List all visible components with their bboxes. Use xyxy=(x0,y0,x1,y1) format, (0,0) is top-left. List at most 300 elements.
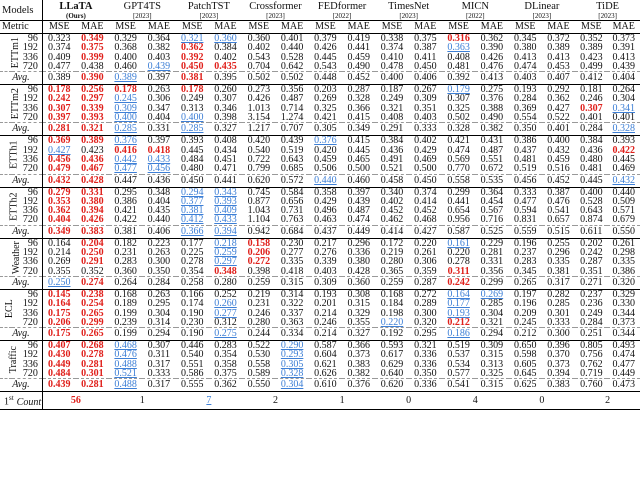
first-count-label xyxy=(0,392,42,409)
model-ref: [2022] xyxy=(465,12,485,20)
avg-value-cell: 0.450 xyxy=(176,174,209,187)
dataset-name: ETTh1 xyxy=(8,140,20,170)
value-cell: 0.380 xyxy=(347,256,370,268)
value-cell: 0.223 xyxy=(142,238,175,248)
value-cell: 0.178 xyxy=(176,85,209,95)
value-cell: 0.220 xyxy=(409,238,442,248)
value-cell: 0.355 xyxy=(42,267,75,277)
value-cell: 0.250 xyxy=(81,247,104,259)
value-cell: 0.543 xyxy=(314,60,337,72)
value-cell: 0.260 xyxy=(209,85,242,95)
avg-value-cell: 0.445 xyxy=(575,174,607,187)
value-cell: 0.246 xyxy=(580,93,603,105)
value-cell: 0.193 xyxy=(447,307,470,319)
value-cell: 0.348 xyxy=(142,187,175,197)
avg-value-cell: 0.439 xyxy=(42,379,75,392)
count-sup: st xyxy=(9,394,14,403)
value-cell: 0.617 xyxy=(380,349,404,361)
avg-value-cell: 0.333 xyxy=(409,123,442,136)
avg-value-cell: 0.383 xyxy=(542,379,575,392)
value-cell: 0.368 xyxy=(114,42,137,54)
value-cell: 0.276 xyxy=(314,247,337,259)
value-cell: 0.379 xyxy=(309,34,342,44)
value-cell: 0.488 xyxy=(114,358,137,370)
value-cell: 0.604 xyxy=(314,349,337,361)
avg-value-cell: 0.327 xyxy=(209,123,242,136)
value-cell: 0.345 xyxy=(513,265,537,277)
avg-value-cell: 0.460 xyxy=(342,174,375,187)
value-cell: 0.231 xyxy=(247,298,271,310)
value-cell: 0.388 xyxy=(480,102,504,114)
value-cell: 0.408 xyxy=(209,136,242,146)
metric-mae: MAE xyxy=(275,21,308,34)
value-cell: 0.295 xyxy=(147,298,171,310)
avg-value-cell: 0.328 xyxy=(442,123,475,136)
value-cell: 0.481 xyxy=(513,153,537,165)
value-cell: 0.805 xyxy=(575,341,607,351)
value-cell: 0.763 xyxy=(280,214,304,226)
value-cell: 0.350 xyxy=(414,368,437,380)
avg-value-cell: 0.259 xyxy=(242,276,275,289)
value-cell: 0.377 xyxy=(180,195,204,207)
value-cell: 0.502 xyxy=(447,112,470,124)
value-cell: 0.756 xyxy=(580,349,603,361)
value-cell: 0.245 xyxy=(114,93,137,105)
dataset-label xyxy=(0,85,21,123)
value-cell: 0.384 xyxy=(375,136,408,146)
avg-value-cell: 0.572 xyxy=(275,174,308,187)
horizon: 96 xyxy=(12,187,42,197)
value-cell: 0.272 xyxy=(247,256,271,268)
value-cell: 0.269 xyxy=(314,93,337,105)
avg-value-cell: 0.550 xyxy=(242,379,275,392)
value-cell: 0.409 xyxy=(214,205,237,217)
value-cell: 0.584 xyxy=(275,187,308,197)
table-row xyxy=(0,267,640,277)
value-cell: 0.181 xyxy=(575,85,607,95)
value-cell: 0.325 xyxy=(480,368,504,380)
avg-value-cell: 0.394 xyxy=(209,225,242,238)
value-cell: 0.354 xyxy=(214,349,237,361)
horizon: 96 xyxy=(12,289,42,299)
value-cell: 0.261 xyxy=(414,247,437,259)
value-cell: 0.161 xyxy=(442,238,475,248)
value-cell: 0.214 xyxy=(42,248,75,257)
value-cell: 0.704 xyxy=(247,60,271,72)
value-cell: 0.198 xyxy=(380,307,404,319)
value-cell: 0.452 xyxy=(380,205,404,217)
avg-value-cell: 0.334 xyxy=(275,328,308,341)
value-cell: 0.537 xyxy=(447,349,470,361)
value-cell: 0.445 xyxy=(314,51,337,63)
value-cell: 0.380 xyxy=(513,42,537,54)
value-cell: 0.397 xyxy=(342,187,375,197)
value-cell: 0.445 xyxy=(347,144,370,156)
value-cell: 0.551 xyxy=(480,153,504,165)
value-cell: 0.301 xyxy=(81,368,104,380)
value-cell: 0.343 xyxy=(209,187,242,197)
value-cell: 0.278 xyxy=(81,349,104,361)
value-cell: 0.375 xyxy=(214,368,237,380)
header-metric-row xyxy=(0,21,640,34)
avg-label: Avg. xyxy=(0,123,42,136)
value-cell: 0.354 xyxy=(180,265,204,277)
avg-value-cell: 0.281 xyxy=(76,379,109,392)
value-cell: 0.714 xyxy=(280,102,304,114)
value-cell: 0.261 xyxy=(607,238,640,248)
value-cell: 0.450 xyxy=(414,60,437,72)
value-cell: 0.400 xyxy=(542,136,575,146)
avg-value-cell: 0.413 xyxy=(475,72,508,85)
value-cell: 0.283 xyxy=(209,341,242,351)
value-cell: 0.459 xyxy=(314,153,337,165)
avg-value-cell: 0.321 xyxy=(76,123,109,136)
value-cell: 0.722 xyxy=(247,153,271,165)
dataset-label xyxy=(0,187,20,225)
horizon: 336 xyxy=(22,307,38,319)
value-cell: 0.168 xyxy=(109,289,142,299)
value-cell: 0.260 xyxy=(214,298,237,310)
value-cell: 0.364 xyxy=(142,34,175,44)
value-cell: 0.375 xyxy=(409,34,442,44)
avg-value-cell: 0.295 xyxy=(409,328,442,341)
value-cell: 0.285 xyxy=(547,298,570,310)
avg-value-cell: 0.381 xyxy=(176,72,209,85)
model-ref: [2023] xyxy=(399,12,418,20)
value-cell: 0.291 xyxy=(81,256,104,268)
dataset-name: ETTm1 xyxy=(9,37,21,69)
metric-mse: MSE xyxy=(42,21,75,34)
value-cell: 0.506 xyxy=(314,163,337,175)
avg-value-cell: 0.488 xyxy=(109,379,142,392)
value-cell: 0.410 xyxy=(380,51,404,63)
value-cell: 0.321 xyxy=(480,316,504,328)
value-cell: 0.331 xyxy=(480,256,504,268)
value-cell: 0.474 xyxy=(513,60,537,72)
value-cell: 0.295 xyxy=(109,187,142,197)
value-cell: 0.629 xyxy=(380,358,404,370)
first-count-value: 2 xyxy=(242,392,309,409)
value-cell: 0.256 xyxy=(76,85,109,95)
value-cell: 0.394 xyxy=(547,368,570,380)
avg-value-cell: 0.502 xyxy=(242,72,275,85)
avg-value-cell: 0.382 xyxy=(475,123,508,136)
value-cell: 0.382 xyxy=(147,42,171,54)
value-cell: 0.320 xyxy=(414,316,437,328)
value-cell: 0.481 xyxy=(580,163,603,175)
value-cell: 0.516 xyxy=(547,163,570,175)
metric-label: Metric xyxy=(0,21,42,34)
value-cell: 0.404 xyxy=(147,112,171,124)
avg-value-cell: 0.502 xyxy=(275,72,308,85)
avg-value-cell: 0.620 xyxy=(242,174,275,187)
value-cell: 0.339 xyxy=(81,102,104,114)
avg-value-cell: 0.559 xyxy=(509,225,542,238)
avg-value-cell: 0.555 xyxy=(176,379,209,392)
avg-value-cell: 0.291 xyxy=(375,123,408,136)
value-cell: 0.877 xyxy=(247,195,271,207)
avg-label: Avg. xyxy=(0,276,42,289)
value-cell: 0.360 xyxy=(209,34,242,44)
value-cell: 0.551 xyxy=(180,358,204,370)
model-header xyxy=(242,0,309,21)
value-cell: 0.372 xyxy=(542,34,575,44)
avg-value-cell: 0.389 xyxy=(109,72,142,85)
value-cell: 0.196 xyxy=(509,238,542,248)
value-cell: 0.164 xyxy=(42,299,75,308)
value-cell: 0.626 xyxy=(314,368,337,380)
value-cell: 0.456 xyxy=(42,155,75,164)
model-ref: [2023] xyxy=(266,12,285,20)
value-cell: 0.351 xyxy=(580,265,603,277)
value-cell: 0.300 xyxy=(147,256,171,268)
value-cell: 0.393 xyxy=(214,195,237,207)
value-cell: 0.362 xyxy=(475,34,508,44)
value-cell: 0.366 xyxy=(347,102,370,114)
avg-value-cell: 0.515 xyxy=(542,225,575,238)
value-cell: 0.389 xyxy=(580,42,603,54)
value-cell: 0.337 xyxy=(280,307,304,319)
value-cell: 0.384 xyxy=(214,42,237,54)
value-cell: 0.426 xyxy=(81,214,104,226)
table-row xyxy=(0,215,640,225)
value-cell: 0.283 xyxy=(513,256,537,268)
value-cell: 0.449 xyxy=(42,360,75,369)
avg-value-cell: 0.942 xyxy=(242,225,275,238)
avg-value-cell: 0.403 xyxy=(509,72,542,85)
horizon: 720 xyxy=(22,368,38,380)
value-cell: 0.541 xyxy=(547,205,570,217)
value-cell: 0.355 xyxy=(347,316,370,328)
value-cell: 0.441 xyxy=(347,42,370,54)
value-cell: 0.440 xyxy=(280,42,304,54)
avg-value-cell: 0.535 xyxy=(475,174,508,187)
value-cell: 0.390 xyxy=(480,42,504,54)
value-cell: 0.272 xyxy=(409,289,442,299)
horizon: 336 xyxy=(22,205,38,217)
value-cell: 0.311 xyxy=(447,265,470,277)
metric-mae: MAE xyxy=(142,21,175,34)
value-cell: 0.432 xyxy=(547,144,570,156)
value-cell: 0.190 xyxy=(180,307,204,319)
horizon: 192 xyxy=(22,349,38,361)
model-header xyxy=(42,0,109,21)
avg-value-cell: 0.259 xyxy=(375,276,408,289)
value-cell: 0.362 xyxy=(180,42,204,54)
avg-value-cell: 0.392 xyxy=(442,72,475,85)
avg-value-cell: 0.327 xyxy=(342,328,375,341)
value-cell: 0.294 xyxy=(176,187,209,197)
value-cell: 0.382 xyxy=(347,368,370,380)
avg-value-cell: 0.360 xyxy=(342,276,375,289)
value-cell: 0.329 xyxy=(347,307,370,319)
value-cell: 0.439 xyxy=(275,136,308,146)
value-cell: 0.145 xyxy=(42,289,75,299)
value-cell: 0.375 xyxy=(81,42,104,54)
value-cell: 0.438 xyxy=(81,60,104,72)
avg-value-cell: 0.280 xyxy=(209,276,242,289)
value-cell: 0.358 xyxy=(214,358,237,370)
value-cell: 0.236 xyxy=(580,298,603,310)
value-cell: 0.348 xyxy=(214,265,237,277)
value-cell: 0.352 xyxy=(575,34,607,44)
avg-value-cell: 0.336 xyxy=(409,379,442,392)
models-label: Models xyxy=(2,5,34,16)
value-cell: 0.290 xyxy=(275,341,308,351)
value-cell: 0.376 xyxy=(109,136,142,146)
value-cell: 0.363 xyxy=(280,316,304,328)
value-cell: 0.300 xyxy=(414,307,437,319)
value-cell: 0.487 xyxy=(347,205,370,217)
value-cell: 0.421 xyxy=(314,112,337,124)
value-cell: 0.296 xyxy=(342,238,375,248)
avg-value-cell: 0.299 xyxy=(475,276,508,289)
value-cell: 0.179 xyxy=(442,85,475,95)
value-cell: 0.158 xyxy=(242,238,275,248)
value-cell: 0.569 xyxy=(447,153,470,165)
value-cell: 0.393 xyxy=(176,136,209,146)
value-cell: 0.543 xyxy=(247,51,271,63)
value-cell: 0.469 xyxy=(414,153,437,165)
value-cell: 0.452 xyxy=(414,205,437,217)
value-cell: 0.346 xyxy=(214,102,237,114)
value-cell: 0.339 xyxy=(314,256,337,268)
avg-value-cell: 0.285 xyxy=(176,123,209,136)
value-cell: 0.356 xyxy=(480,265,504,277)
value-cell: 1.013 xyxy=(247,102,271,114)
value-cell: 0.280 xyxy=(247,316,271,328)
value-cell: 0.528 xyxy=(580,195,603,207)
value-cell: 0.293 xyxy=(280,349,304,361)
metric-mse: MSE xyxy=(575,21,607,34)
value-cell: 0.393 xyxy=(81,112,104,124)
horizon: 336 xyxy=(22,358,38,370)
value-cell: 0.414 xyxy=(414,195,437,207)
value-cell: 0.304 xyxy=(612,93,635,105)
value-cell: 0.305 xyxy=(280,358,304,370)
value-cell: 0.168 xyxy=(375,289,408,299)
avg-value-cell: 0.381 xyxy=(109,225,142,238)
avg-value-cell: 0.541 xyxy=(442,379,475,392)
value-cell: 0.166 xyxy=(176,289,209,299)
count-word: Count xyxy=(16,396,42,408)
value-cell: 0.587 xyxy=(309,341,342,351)
value-cell: 0.745 xyxy=(242,187,275,197)
value-cell: 0.519 xyxy=(442,341,475,351)
avg-value-cell: 0.258 xyxy=(176,276,209,289)
value-cell: 0.296 xyxy=(547,247,570,259)
avg-value-cell: 0.317 xyxy=(542,276,575,289)
value-cell: 0.336 xyxy=(414,358,437,370)
value-cell: 0.351 xyxy=(414,102,437,114)
value-cell: 0.468 xyxy=(414,214,437,226)
model-header xyxy=(109,0,176,21)
value-cell: 0.642 xyxy=(280,60,304,72)
value-cell: 0.487 xyxy=(280,93,304,105)
value-cell: 0.415 xyxy=(342,136,375,146)
value-cell: 0.419 xyxy=(342,34,375,44)
value-cell: 0.218 xyxy=(209,238,242,248)
value-cell: 0.376 xyxy=(309,136,342,146)
value-cell: 0.325 xyxy=(447,102,470,114)
value-cell: 0.323 xyxy=(42,34,75,44)
value-cell: 0.220 xyxy=(380,316,404,328)
value-cell: 0.399 xyxy=(81,51,104,63)
value-cell: 0.307 xyxy=(142,341,175,351)
value-cell: 0.605 xyxy=(513,358,537,370)
metric-mse: MSE xyxy=(242,21,275,34)
value-cell: 0.309 xyxy=(114,102,137,114)
value-cell: 0.493 xyxy=(607,341,640,351)
value-cell: 0.349 xyxy=(76,34,109,44)
value-cell: 0.275 xyxy=(475,85,508,95)
value-cell: 0.330 xyxy=(612,298,635,310)
value-cell: 0.229 xyxy=(475,238,508,248)
avg-value-cell: 0.309 xyxy=(309,276,342,289)
value-cell: 0.315 xyxy=(347,298,370,310)
value-cell: 0.358 xyxy=(309,187,342,197)
value-cell: 0.333 xyxy=(509,187,542,197)
metric-mae: MAE xyxy=(76,21,109,34)
value-cell: 0.386 xyxy=(612,265,635,277)
value-cell: 0.433 xyxy=(147,153,171,165)
value-cell: 0.445 xyxy=(612,153,635,165)
avg-value-cell: 0.620 xyxy=(375,379,408,392)
value-cell: 0.285 xyxy=(480,298,504,310)
avg-value-cell: 0.331 xyxy=(142,123,175,136)
value-cell: 0.242 xyxy=(580,247,603,259)
value-cell: 0.238 xyxy=(76,289,109,299)
table-row xyxy=(0,164,640,174)
avg-value-cell: 0.452 xyxy=(342,72,375,85)
model-ref: [2023] xyxy=(598,12,617,20)
value-cell: 0.373 xyxy=(612,316,635,328)
avg-row xyxy=(0,123,640,136)
horizon: 336 xyxy=(22,256,38,268)
value-cell: 0.340 xyxy=(375,187,408,197)
avg-value-cell: 0.294 xyxy=(475,328,508,341)
value-cell: 0.174 xyxy=(180,298,204,310)
value-cell: 0.594 xyxy=(513,205,537,217)
avg-value-cell: 0.199 xyxy=(109,328,142,341)
value-cell: 0.477 xyxy=(114,163,137,175)
model-header xyxy=(442,0,509,21)
value-cell: 0.412 xyxy=(180,214,204,226)
value-cell: 0.199 xyxy=(114,307,137,319)
value-cell: 0.282 xyxy=(542,289,575,299)
metric-mse: MSE xyxy=(109,21,142,34)
value-cell: 0.353 xyxy=(42,197,75,206)
avg-value-cell: 0.441 xyxy=(209,174,242,187)
model-header xyxy=(509,0,576,21)
value-cell: 0.411 xyxy=(414,51,437,63)
value-cell: 0.442 xyxy=(114,153,137,165)
value-cell: 0.249 xyxy=(180,93,204,105)
first-count-value: 0 xyxy=(375,392,442,409)
value-cell: 0.219 xyxy=(242,289,275,299)
value-cell: 0.307 xyxy=(447,93,470,105)
value-cell: 0.430 xyxy=(42,350,75,359)
avg-value-cell: 0.550 xyxy=(607,225,640,238)
model-ref: [2023] xyxy=(132,12,152,20)
value-cell: 0.456 xyxy=(147,163,171,175)
value-cell: 0.307 xyxy=(580,102,603,114)
avg-value-cell: 0.452 xyxy=(542,174,575,187)
value-cell: 0.404 xyxy=(147,195,171,207)
model-header xyxy=(575,0,640,21)
avg-value-cell: 0.414 xyxy=(375,225,408,238)
value-cell: 0.449 xyxy=(612,368,635,380)
